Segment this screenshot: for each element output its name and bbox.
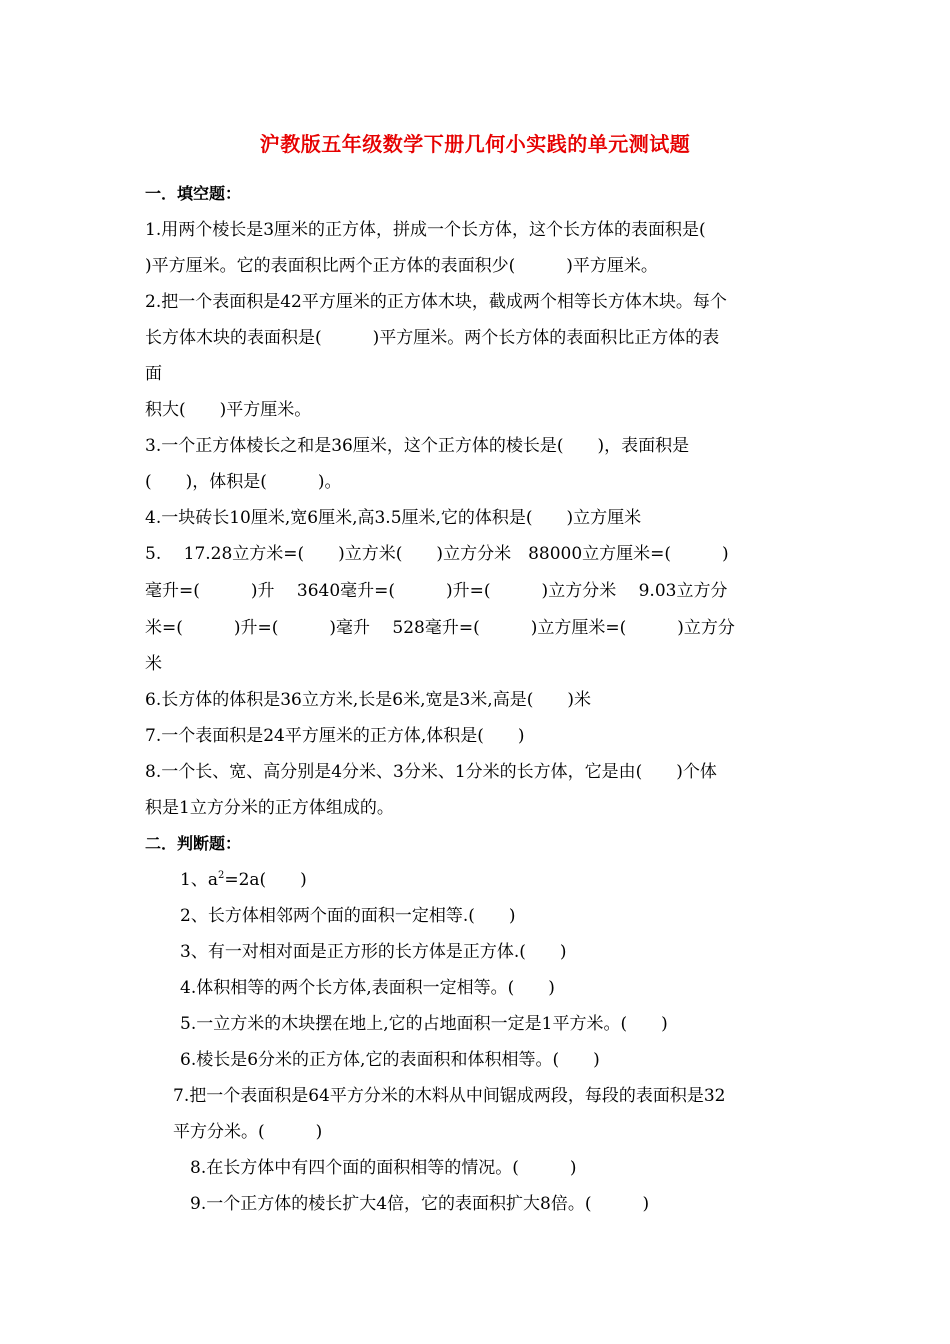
exponent: 2 bbox=[217, 870, 225, 881]
question-line: 积大( )平方厘米。 bbox=[145, 400, 312, 420]
item-prefix: 1、a bbox=[180, 870, 218, 890]
judgement-item: 3、有一对相对面是正方形的长方体是正方体.( ) bbox=[180, 942, 567, 962]
section-heading-fill-blank: 一．填空题： bbox=[145, 184, 242, 203]
question-line: 8.一个长、宽、高分别是4分米、3分米、1分米的长方体，它是由( )个体 bbox=[145, 762, 717, 782]
question-line: 毫升=( )升 3640毫升=( )升=( )立方分米 9.03立方分 bbox=[145, 581, 728, 601]
page-title: 沪教版五年级数学下册几何小实践的单元测试题 bbox=[259, 132, 691, 156]
question-line: 2.把一个表面积是42平方厘米的正方体木块，截成两个相等长方体木块。每个 bbox=[145, 292, 727, 312]
question-line: 面 bbox=[145, 364, 162, 384]
question-line: 米 bbox=[145, 654, 162, 674]
judgement-item: 9.一个正方体的棱长扩大4倍，它的表面积扩大8倍。( ) bbox=[190, 1194, 650, 1214]
question-line: 长方体木块的表面积是( )平方厘米。两个长方体的表面积比正方体的表 bbox=[145, 328, 720, 348]
judgement-item: 平方分米。( ) bbox=[173, 1122, 323, 1142]
question-line: 米=( )升=( )毫升 528毫升=( )立方厘米=( )立方分 bbox=[145, 618, 735, 638]
section-heading-true-false: 二．判断题： bbox=[145, 834, 242, 853]
judgement-item: 4.体积相等的两个长方体,表面积一定相等。( ) bbox=[180, 978, 555, 998]
question-line: 4.一块砖长10厘米,宽6厘米,高3.5厘米,它的体积是( )立方厘米 bbox=[145, 508, 642, 528]
question-line: 3.一个正方体棱长之和是36厘米，这个正方体的棱长是( )，表面积是 bbox=[145, 436, 690, 456]
judgement-item: 5.一立方米的木块摆在地上,它的占地面积一定是1平方米。( ) bbox=[180, 1014, 668, 1034]
question-line: 5. 17.28立方米=( )立方米( )立方分米 88000立方厘米=( ) bbox=[145, 544, 729, 564]
question-line: )平方厘米。它的表面积比两个正方体的表面积少( )平方厘米。 bbox=[145, 256, 658, 276]
judgement-item: 6.棱长是6分米的正方体,它的表面积和体积相等。( ) bbox=[180, 1050, 600, 1070]
judgement-item: 8.在长方体中有四个面的面积相等的情况。( ) bbox=[190, 1158, 577, 1178]
question-line: 1.用两个棱长是3厘米的正方体，拼成一个长方体，这个长方体的表面积是( bbox=[145, 220, 706, 240]
question-line: 积是1立方分米的正方体组成的。 bbox=[145, 798, 394, 818]
judgement-item: 7.把一个表面积是64平方分米的木料从中间锯成两段，每段的表面积是32 bbox=[173, 1086, 726, 1106]
judgement-item: 2、长方体相邻两个面的面积一定相等.( ) bbox=[180, 906, 516, 926]
judgement-item bbox=[180, 869, 307, 891]
question-line: 7.一个表面积是24平方厘米的正方体,体积是( ) bbox=[145, 726, 525, 746]
question-line: ( )，体积是( )。 bbox=[145, 472, 342, 492]
question-line: 6.长方体的体积是36立方米,长是6米,宽是3米,高是( )米 bbox=[145, 690, 591, 710]
item-suffix: =2a( ) bbox=[224, 870, 307, 890]
